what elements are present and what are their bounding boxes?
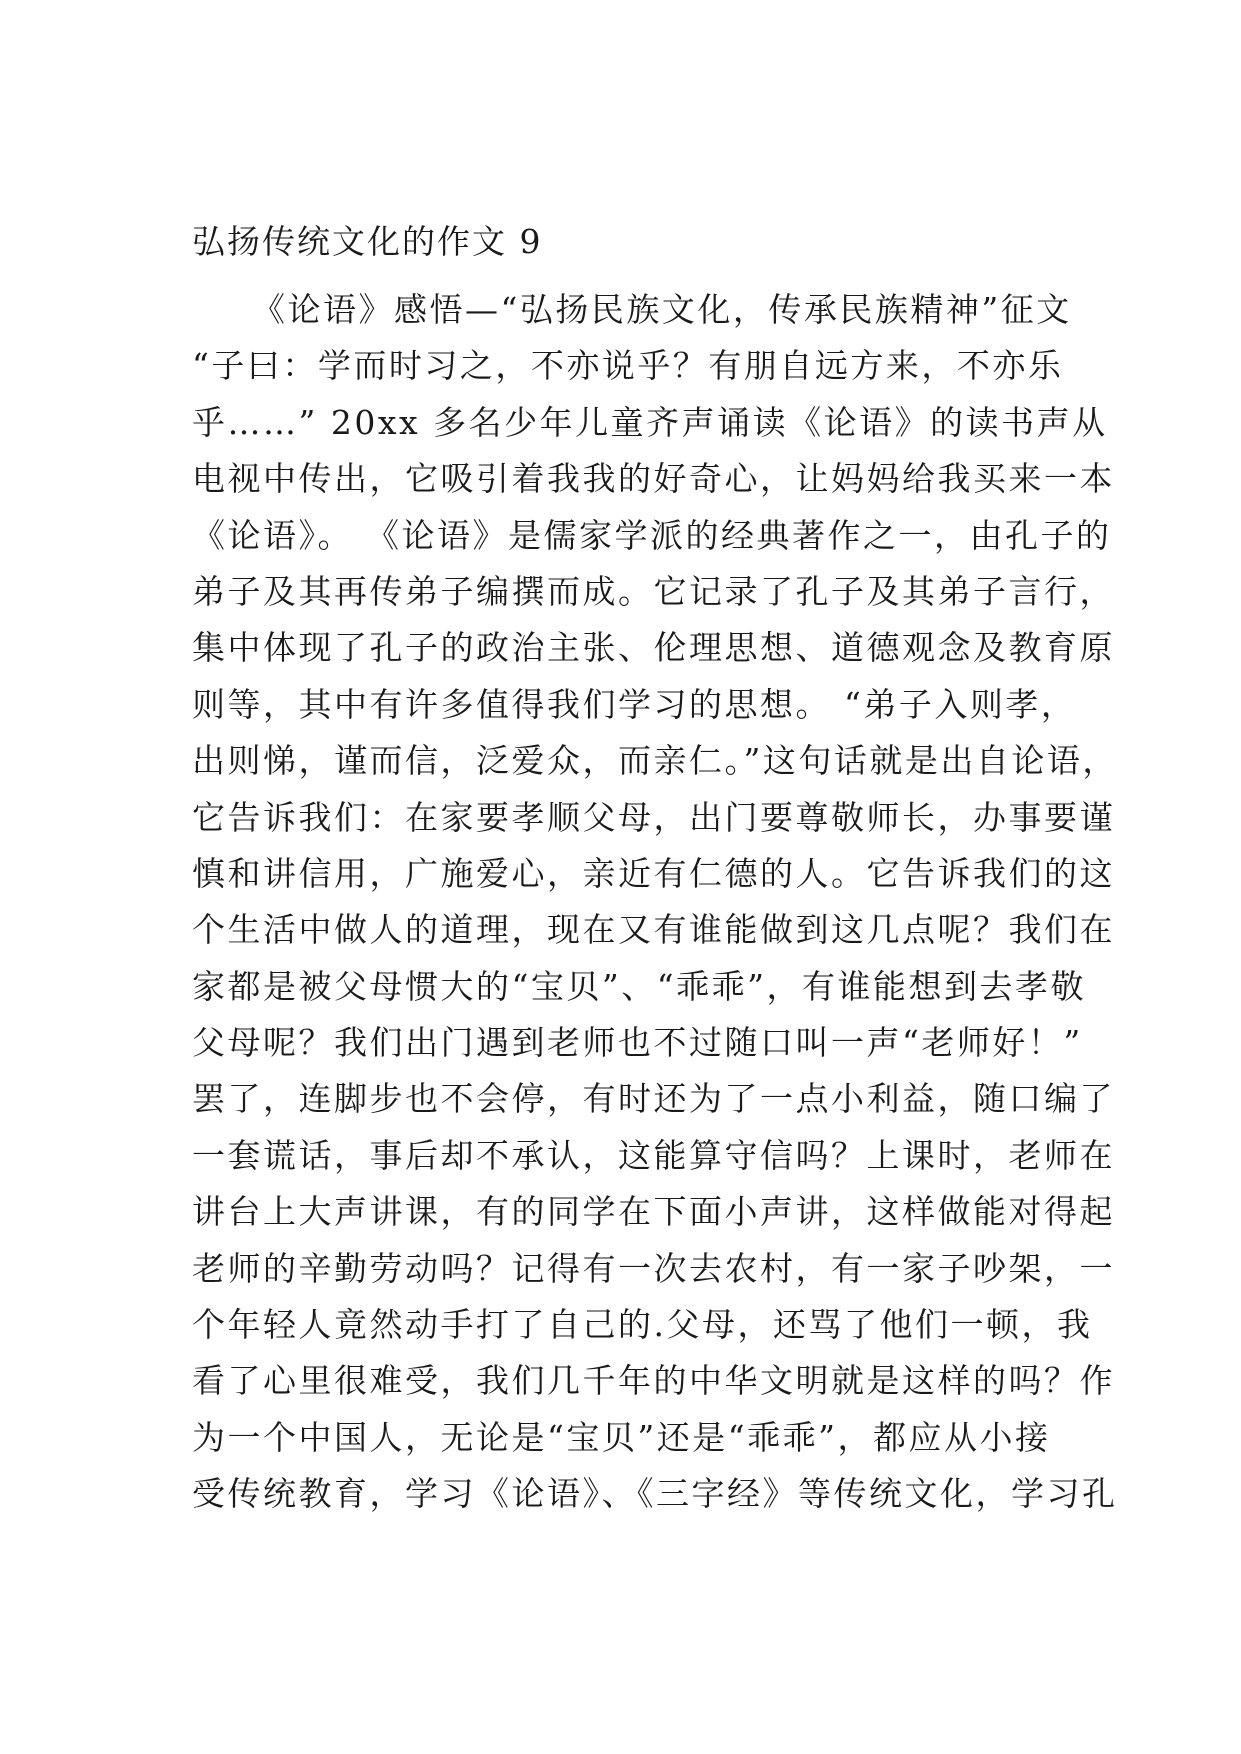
text-line: 罢了，连脚步也不会停，有时还为了一点小利益，随口编了 xyxy=(192,1079,1115,1119)
text-line: “子曰：学而时习之，不亦说乎？有朋自远方来，不亦乐 xyxy=(192,346,1064,386)
text-line: 讲台上大声讲课，有的同学在下面小声讲，这样做能对得起 xyxy=(192,1192,1115,1232)
text-line: 电视中传出，它吸引着我我的好奇心，让妈妈给我买来一本 xyxy=(192,459,1115,499)
document-body xyxy=(192,282,1118,1523)
text-line: 看了心里很难受，我们几千年的中华文明就是这样的吗？作 xyxy=(192,1361,1115,1401)
document-title: 弘扬传统文化的作文 9 xyxy=(192,222,543,261)
text-line: 父母呢？我们出门遇到老师也不过随口叫一声“老师好！” xyxy=(192,1023,1083,1063)
text-line: 慎和讲信用，广施爱心，亲近有仁德的人。它告诉我们的这 xyxy=(192,853,1115,893)
text-line: 集中体现了孔子的政治主张、伦理思想、道德观念及教育原 xyxy=(192,628,1115,668)
text-line: 则等，其中有许多值得我们学习的思想。 “弟子入则孝， xyxy=(192,684,1077,724)
text-line: 家都是被父母惯大的“宝贝”、“乖乖”，有谁能想到去孝敬 xyxy=(192,966,1086,1006)
text-line: 乎……” 20xx 多名少年儿童齐声诵读《论语》的读书声从 xyxy=(192,402,1108,442)
text-line: 老师的辛勤劳动吗？记得有一次去农村，有一家子吵架，一 xyxy=(192,1248,1115,1288)
text-line: 为一个中国人，无论是“宝贝”还是“乖乖”，都应从小接 xyxy=(192,1417,1051,1457)
text-line: 个年轻人竟然动手打了自己的.父母，还骂了他们一顿，我 xyxy=(192,1305,1093,1345)
text-line: 《论语》感悟—“弘扬民族文化，传承民族精神”征文 xyxy=(252,290,1072,329)
text-line: 出则悌，谨而信，泛爱众，而亲仁。”这句话就是出自论语， xyxy=(192,741,1118,781)
text-line: 个生活中做人的道理，现在又有谁能做到这几点呢？我们在 xyxy=(192,910,1115,950)
text-line: 弟子及其再传弟子编撰而成。它记录了孔子及其弟子言行， xyxy=(192,571,1115,611)
text-line: 《论语》。 《论语》是儒家学派的经典著作之一，由孔子的 xyxy=(192,515,1112,555)
text-line: 一套谎话，事后却不承认，这能算守信吗？上课时，老师在 xyxy=(192,1135,1115,1175)
text-line: 它告诉我们：在家要孝顺父母，出门要尊敬师长，办事要谨 xyxy=(192,797,1115,837)
text-line: 受传统教育，学习《论语》、《三字经》等传统文化，学习孔 xyxy=(192,1474,1118,1514)
